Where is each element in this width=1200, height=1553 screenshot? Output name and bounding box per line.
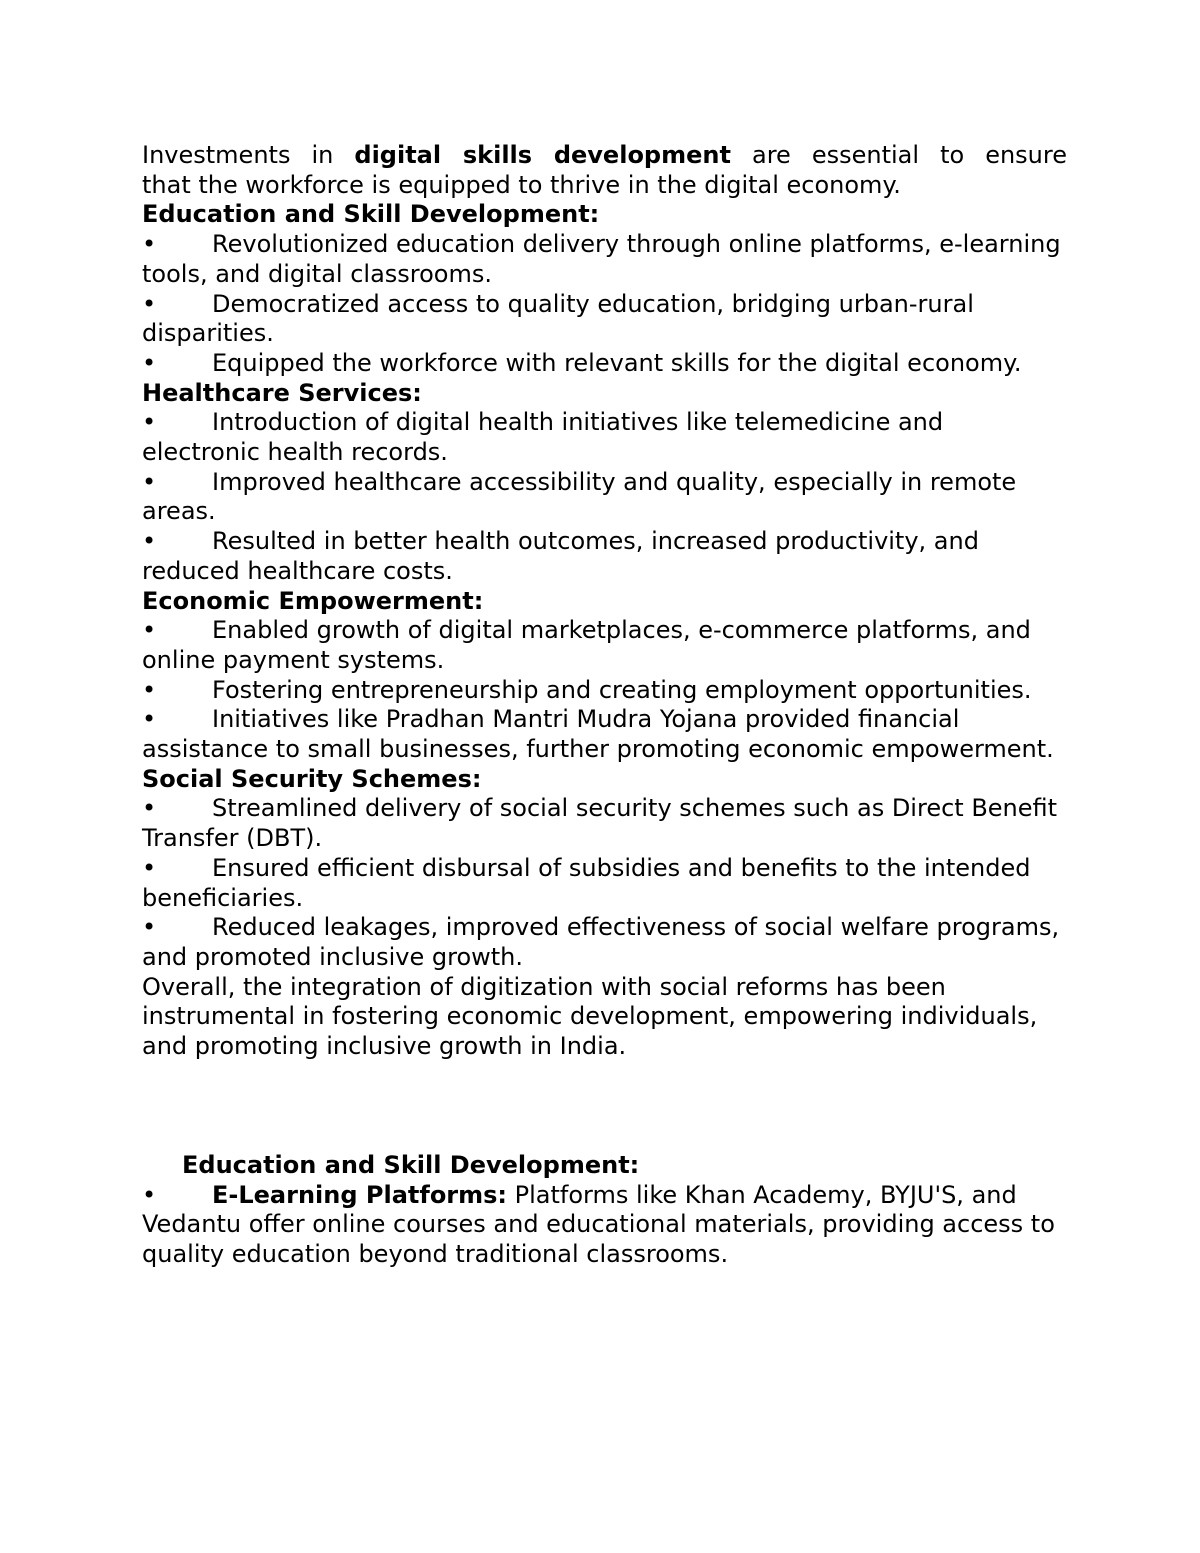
list-item: • E-Learning Platforms: Platforms like Khan Academy, BYJU'S, and Vedantu offer online courses and educational materials, providing access to quality education beyond traditional classrooms. — [142, 1180, 1055, 1268]
section-heading-economic: Economic Empowerment: — [142, 586, 484, 615]
item-bold-label: E-Learning Platforms: — [212, 1180, 508, 1209]
intro-line-1 — [142, 141, 1067, 171]
intro-line-2: that the workforce is equipped to thrive in the digital economy. — [142, 170, 901, 199]
spacer — [142, 1062, 1067, 1151]
list-item: • Initiatives like Pradhan Mantri Mudra Yojana provided financial assistance to small businesses, further promoting economic empowerment. — [142, 705, 1054, 764]
list-item: • Equipped the workforce with relevant skills for the digital economy. — [142, 348, 1022, 377]
bullet-icon: • — [142, 527, 157, 556]
list-item: • Resulted in better health outcomes, increased productivity, and reduced healthcare costs. — [142, 527, 979, 585]
bullet-icon: • — [142, 289, 157, 318]
bullet-icon: • — [142, 794, 157, 823]
intro-bold-term: digital skills development — [354, 141, 731, 169]
bullet-icon: • — [142, 1180, 157, 1209]
bullet-icon: • — [142, 913, 157, 942]
section-heading-social-security: Social Security Schemes: — [142, 764, 482, 793]
bullet-icon: • — [142, 675, 157, 704]
bullet-icon: • — [142, 853, 157, 882]
list-item: • Democratized access to quality education, bridging urban-rural disparities. — [142, 289, 974, 348]
list-item: • Streamlined delivery of social security schemes such as Direct Benefit Transfer (DBT). — [142, 794, 1058, 853]
list-item: • Introduction of digital health initiatives like telemedicine and electronic health records. — [142, 408, 944, 467]
list-item: • Ensured efficient disbursal of subsidies and benefits to the intended beneficiaries. — [142, 853, 1031, 912]
bullet-icon: • — [142, 408, 157, 437]
intro-text: Investments in — [142, 141, 355, 169]
list-item: • Enabled growth of digital marketplaces, e-commerce platforms, and online payment systems. — [142, 616, 1031, 674]
bullet-icon: • — [142, 230, 157, 259]
list-item: • Fostering entrepreneurship and creating employment opportunities. — [142, 675, 1032, 704]
list-item: • Reduced leakages, improved effectiveness of social welfare programs, and promoted inclusive growth. — [142, 913, 1060, 971]
list-item: • Improved healthcare accessibility and quality, especially in remote areas. — [142, 467, 1017, 526]
document-page — [142, 141, 1067, 1270]
bullet-icon: • — [142, 705, 157, 734]
bullet-icon: • — [142, 467, 157, 496]
second-section-heading: Education and Skill Development: — [182, 1150, 640, 1179]
conclusion-paragraph: Overall, the integration of digitization with social reforms has been instrumental in fostering economic development, empowering individuals, and promoting inclusive growth in India. — [142, 972, 1038, 1061]
bullet-icon: • — [142, 348, 157, 377]
intro-text-tail: are essential to ensure — [730, 141, 1067, 169]
section-heading-healthcare: Healthcare Services: — [142, 378, 422, 407]
section-heading-education: Education and Skill Development: — [142, 200, 600, 229]
list-item: • Revolutionized education delivery through online platforms, e-learning tools, and digital classrooms. — [142, 230, 1061, 288]
bullet-icon: • — [142, 616, 157, 645]
